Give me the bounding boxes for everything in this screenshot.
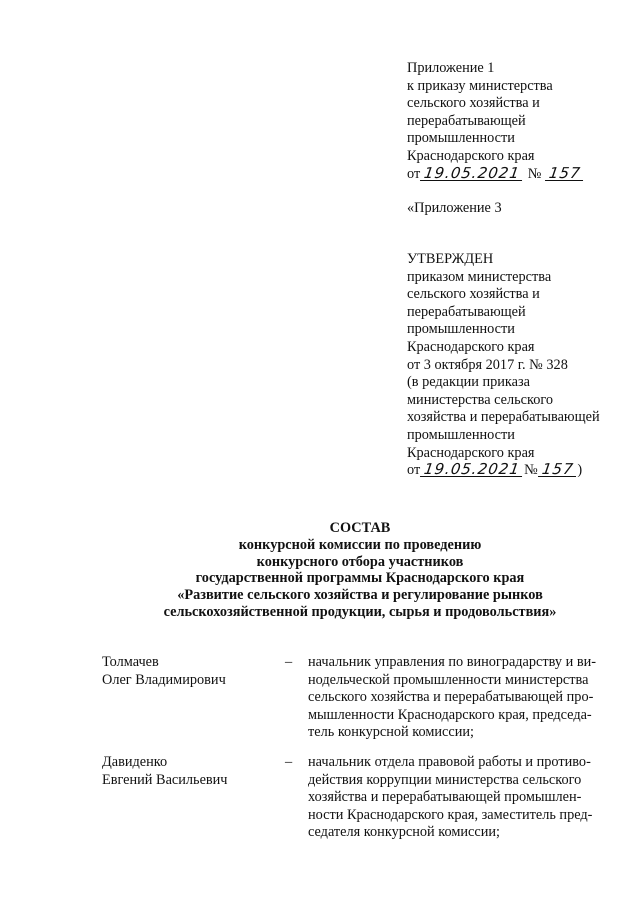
member-position [308, 654, 622, 742]
title-line: конкурсного отбора участников [256, 553, 464, 570]
date-prefix: от [407, 462, 421, 479]
number-label: № [527, 165, 542, 182]
member-given-name: Евгений Васильевич [102, 771, 228, 788]
number-label: № [524, 462, 538, 479]
member-surname: Толмачев [102, 654, 159, 670]
member-surname: Давиденко [102, 754, 168, 770]
approved-line: от 3 октября 2017 г. № 328 [407, 356, 568, 373]
handwritten-date: 19.05.2021 [420, 462, 524, 477]
handwritten-date: 19.05.2021 [420, 166, 524, 181]
position-line: мышленности Краснодарского края, председа- [308, 706, 592, 723]
approved-line: УТВЕРЖДЕН [407, 251, 494, 267]
approved-date-line [407, 462, 600, 480]
appendix-1-line: Приложение 1 [407, 60, 495, 76]
approved-line: промышленности [407, 321, 515, 338]
appendix-1-line: сельского хозяйства и [407, 95, 540, 112]
approved-line: министерства сельского [407, 391, 554, 408]
date-prefix: от [407, 165, 421, 182]
title-line: сельскохозяйственной продукции, сырья и продовольствия» [163, 603, 557, 620]
approved-line: сельского хозяйства и [407, 286, 540, 303]
approved-line: промышленности [407, 426, 515, 443]
title-line: конкурсной комиссии по проведению [238, 536, 482, 553]
approved-line: хозяйства и перерабатывающей [407, 409, 600, 426]
member-position [308, 754, 622, 842]
position-line: тель конкурсной комиссии; [308, 724, 475, 741]
appendix-1-block [407, 60, 585, 183]
handwritten-number: 157 [545, 166, 585, 181]
approved-line: перерабатывающей [407, 303, 526, 320]
appendix-1-line: к приказу министерства [407, 77, 553, 94]
handwritten-number: 157 [538, 462, 578, 477]
position-line: действия коррупции министерства сельского [308, 771, 582, 788]
title-line: СОСТАВ [329, 520, 391, 536]
position-line: сельского хозяйства и перерабатывающей про- [308, 689, 594, 706]
title-line: государственной программы Краснодарского края [195, 570, 525, 587]
position-line: седателя конкурсной комиссии; [308, 824, 500, 841]
appendix-1-line: перерабатывающей [407, 112, 526, 129]
title-line: «Развитие сельского хозяйства и регулирование рынков [177, 587, 543, 604]
approved-line: приказом министерства [407, 268, 552, 285]
position-line: начальник управления по виноградарству и ви- [308, 654, 597, 670]
closing-paren: ) [577, 462, 583, 479]
approved-line: Краснодарского края [407, 338, 535, 355]
dash: – [285, 654, 293, 670]
member-given-name: Олег Владимирович [102, 671, 226, 688]
dash: – [285, 754, 293, 770]
appendix-1-line: промышленности [407, 130, 515, 147]
position-line: начальник отдела правовой работы и противо- [308, 754, 591, 770]
document-title [60, 520, 639, 621]
appendix-3-block [407, 200, 502, 218]
appendix-1-line: Краснодарского края [407, 147, 535, 164]
position-line: ности Краснодарского края, заместитель пред- [308, 806, 593, 823]
member-name [102, 654, 282, 689]
member-row [102, 754, 622, 849]
member-row [102, 654, 622, 749]
approved-line: Краснодарского края [407, 444, 535, 461]
approved-line: (в редакции приказа [407, 374, 531, 391]
appendix-3-label: «Приложение 3 [407, 200, 502, 216]
position-line: нодельческой промышленности министерства [308, 671, 589, 688]
position-line: хозяйства и перерабатывающей промышлен- [308, 789, 582, 806]
approved-block [407, 251, 600, 480]
appendix-1-date-line [407, 163, 585, 184]
member-name [102, 754, 282, 789]
